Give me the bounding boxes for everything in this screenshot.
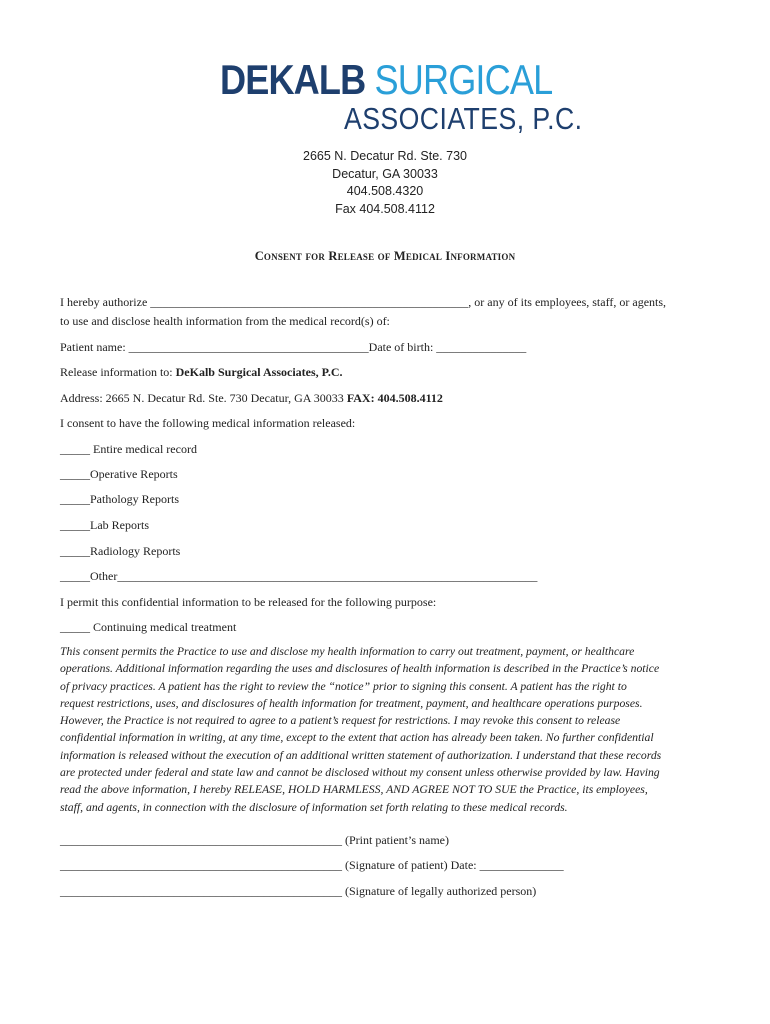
release-address-label: Address: 2665 N. Decatur Rd. Ste. 730 Decatur, GA 30033 (60, 391, 347, 405)
consent-intro: I consent to have the following medical information released: (60, 416, 356, 430)
authorize-line-2: to use and disclose health information from the medical record(s) of: (60, 314, 390, 328)
consent-paragraph-line: read the above information, I hereby RELEASE, HOLD HARMLESS, AND AGREE NOT TO SUE the Practice, its employees, (60, 783, 648, 797)
logo-word-dekalb: DEKALB (220, 56, 366, 103)
option-lab-reports: _____Lab Reports (60, 518, 149, 532)
option-radiology-reports: _____Radiology Reports (60, 544, 181, 558)
release-to-label: Release information to: (60, 365, 176, 379)
purpose-intro: I permit this confidential information to be released for the following purpose: (60, 595, 437, 609)
consent-paragraph-line: are protected under federal and state law and cannot be disclosed without my consent unless otherwise provided by law. Having (60, 766, 660, 780)
consent-paragraph-line: operations. Additional information regarding the uses and disclosures of health information is described in the Practice’s notice (60, 662, 660, 676)
consent-paragraph (60, 643, 720, 816)
consent-paragraph-line: confidential information in writing, at any time, except to the extent that action has already been taken. No further confidential (60, 731, 654, 745)
consent-paragraph-line: However, the Practice is not required to agree to a patient’s request for restrictions. I may revoke this consent to release (60, 714, 621, 728)
consent-paragraph-line: request restrictions, uses, and disclosures of health information for treatment, payment, and healthcare operations purposes. (60, 696, 643, 710)
address-city: Decatur, GA 30033 (332, 166, 438, 181)
release-to-value: DeKalb Surgical Associates, P.C. (175, 365, 343, 379)
consent-paragraph-line: staff, and agents, in connection with the disclosure of information set forth relating to these medical records. (60, 800, 568, 814)
signature-print-name: _______________________________________________ (Print patient’s name) (60, 833, 449, 847)
letterhead-address (0, 148, 770, 218)
purpose-option: _____ Continuing medical treatment (60, 620, 237, 634)
logo-word-surgical: SURGICAL (374, 56, 553, 103)
address-phone: 404.508.4320 (346, 184, 424, 198)
document-title: Consent for Release of Medical Information (254, 249, 516, 263)
release-fax: FAX: 404.508.4112 (346, 391, 443, 405)
address-fax: Fax 404.508.4112 (335, 201, 435, 216)
patient-info-line: Patient name: ________________________________________Date of birth: _______________ (60, 340, 527, 354)
option-other: _____Other______________________________________________________________________ (60, 569, 538, 583)
release-address-line (60, 390, 720, 407)
address-street: 2665 N. Decatur Rd. Ste. 730 (303, 149, 467, 163)
option-entire-record: _____ Entire medical record (60, 442, 197, 456)
company-logo (220, 56, 583, 138)
option-pathology-reports: _____Pathology Reports (60, 492, 179, 506)
consent-paragraph-line: information is released without the execution of an additional written statement of authorization. I understand that these records (60, 748, 662, 762)
logo-wordmark (220, 58, 552, 102)
authorize-line-1: I hereby authorize _____________________________________________________, or any of its employees, staff, or agents, (60, 295, 667, 309)
consent-paragraph-line: This consent permits the Practice to use and disclose my health information to carry out treatment, payment, or healthcare (60, 645, 635, 658)
signature-patient: _______________________________________________ (Signature of patient) Date: ______________ (60, 858, 564, 872)
option-operative-reports: _____Operative Reports (60, 467, 178, 481)
release-to-line (60, 364, 720, 381)
signature-authorized-person: _______________________________________________ (Signature of legally authorized person) (60, 884, 537, 898)
logo-subline: ASSOCIATES, P.C. (344, 101, 583, 136)
consent-paragraph-line: of privacy practices. A patient has the right to review the “notice” prior to signing this consent. A patient has the right to (60, 679, 627, 693)
